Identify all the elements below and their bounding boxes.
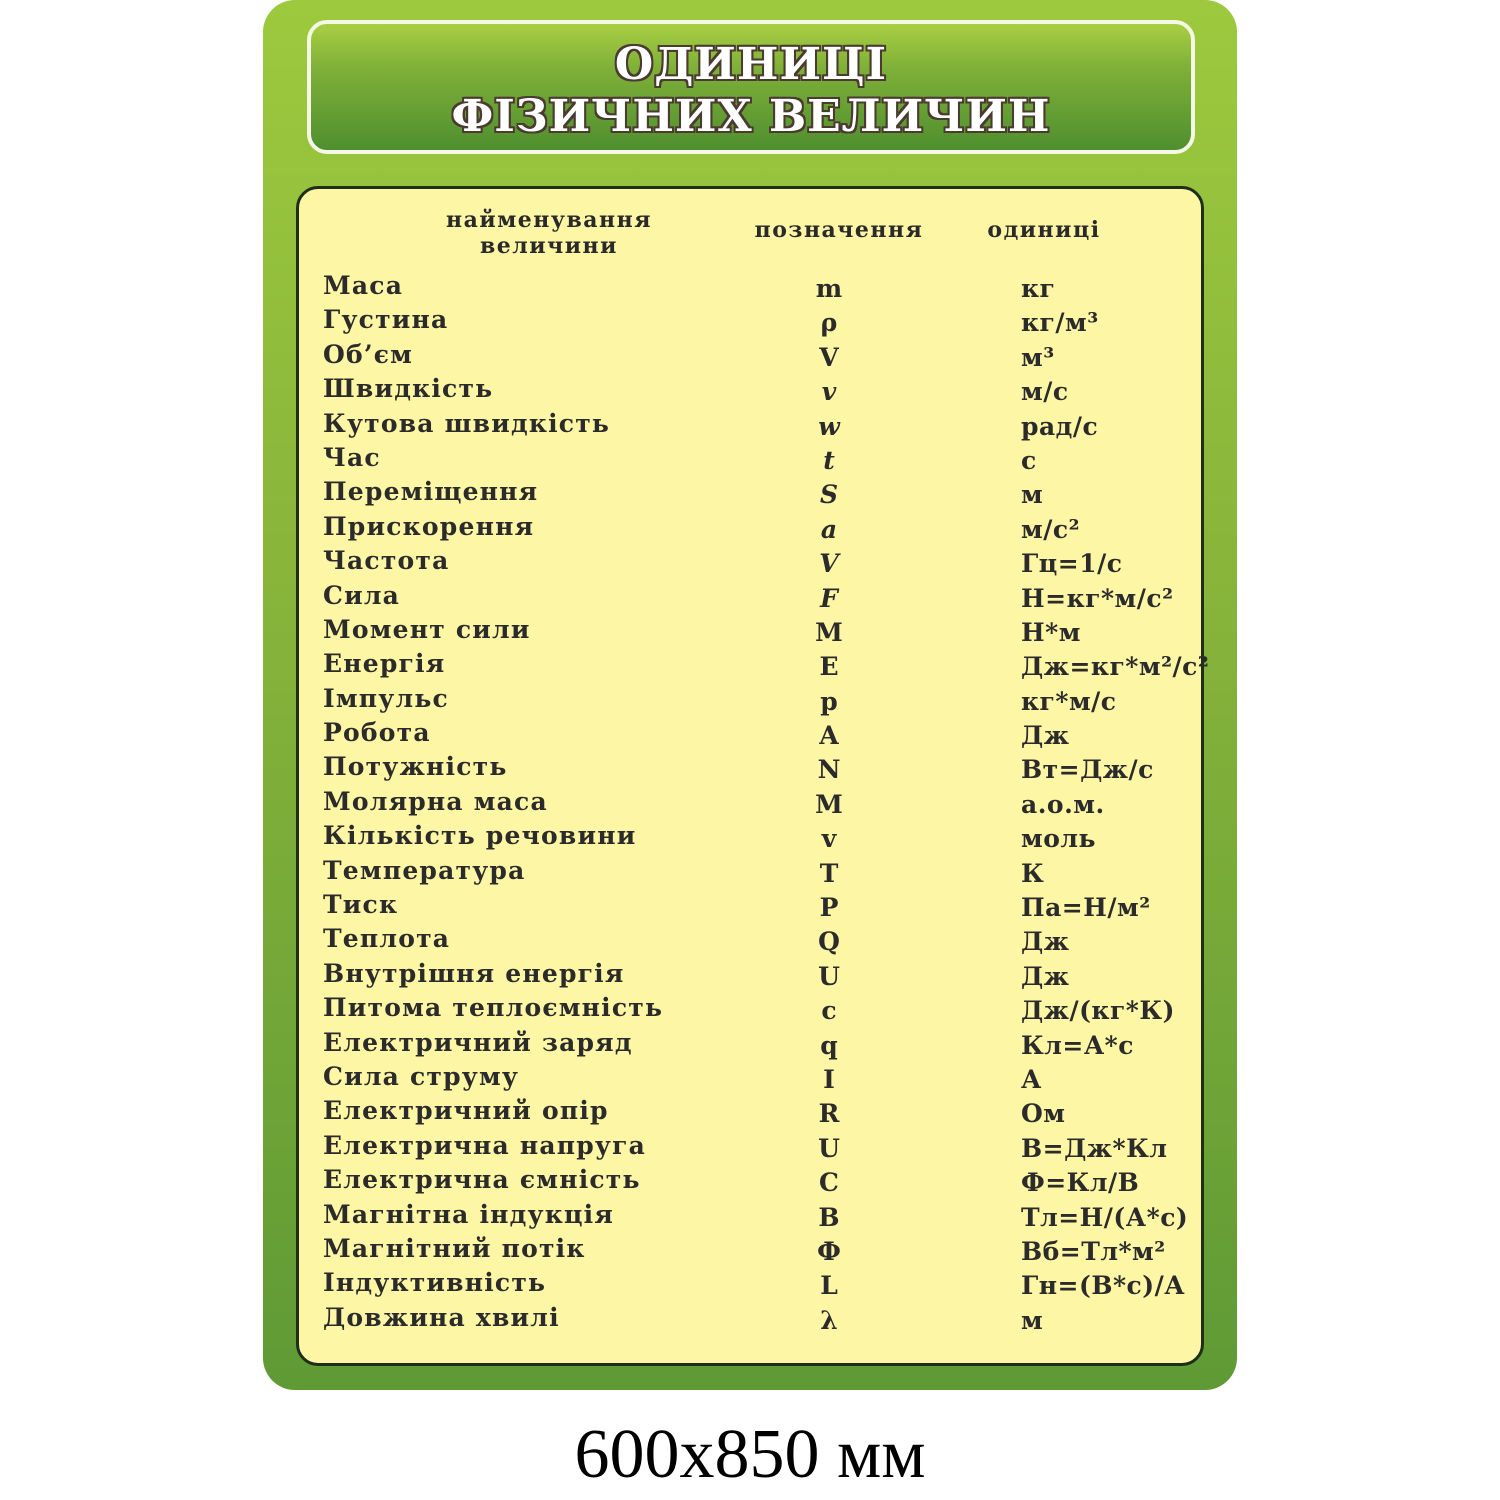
quantity-symbol: C	[819, 1168, 839, 1198]
quantity-name: Робота	[323, 718, 431, 748]
quantity-name: Тиск	[323, 890, 399, 920]
table-row	[299, 271, 1201, 305]
table-row	[299, 752, 1201, 786]
quantity-unit: Дж=кг*м²/с²	[1021, 652, 1210, 682]
table-row	[299, 1268, 1201, 1302]
poster-board	[263, 0, 1237, 1390]
quantity-symbol: w	[818, 411, 840, 441]
quantity-unit: м	[1021, 480, 1044, 510]
quantity-symbol: t	[823, 445, 835, 475]
quantity-symbol: λ	[820, 1305, 838, 1335]
table-row	[299, 443, 1201, 477]
table-row	[299, 615, 1201, 649]
table-row	[299, 374, 1201, 408]
quantity-unit: м/с	[1021, 377, 1069, 407]
quantity-unit: Па=Н/м²	[1021, 893, 1151, 923]
quantity-unit: а.о.м.	[1021, 789, 1105, 819]
quantity-symbol: c	[821, 996, 837, 1026]
quantity-unit: моль	[1021, 824, 1096, 854]
quantity-symbol: R	[818, 1099, 840, 1129]
quantity-symbol: N	[817, 755, 841, 785]
quantity-unit: В=Дж*Кл	[1021, 1133, 1168, 1163]
quantity-name: Магнітний потік	[323, 1233, 586, 1263]
table-row	[299, 821, 1201, 855]
table-row	[299, 477, 1201, 511]
quantity-unit: Дж/(кг*К)	[1021, 996, 1175, 1026]
units-table-panel	[296, 186, 1210, 1366]
table-row	[299, 546, 1201, 580]
quantity-symbol: E	[819, 652, 839, 682]
quantity-symbol: S	[819, 480, 839, 510]
quantity-name: Об’єм	[323, 339, 414, 369]
quantity-unit: Дж	[1021, 927, 1070, 957]
table-row	[299, 649, 1210, 683]
table-row	[299, 787, 1201, 821]
table-row	[299, 409, 1201, 443]
table-row	[299, 305, 1201, 339]
table-row	[299, 581, 1201, 615]
quantity-name: Внутрішня енергія	[323, 958, 625, 988]
title-line-1: ОДИНИЦІ	[614, 39, 888, 90]
quantity-symbol: A	[819, 721, 839, 751]
table-row	[299, 856, 1201, 890]
quantity-name: Переміщення	[323, 477, 539, 507]
quantity-unit: Дж	[1021, 961, 1070, 991]
quantity-unit: Вт=Дж/с	[1021, 755, 1154, 785]
quantity-name: Теплота	[323, 924, 451, 954]
quantity-symbol: a	[820, 514, 838, 544]
quantity-unit: Гц=1/с	[1021, 549, 1123, 579]
quantity-symbol: U	[818, 961, 840, 991]
quantity-symbol: p	[820, 686, 838, 716]
quantity-symbol: M	[815, 617, 843, 647]
quantity-name: Сила струму	[323, 1061, 520, 1091]
quantity-name: Електрична напруга	[323, 1130, 647, 1160]
quantity-unit: рад/с	[1021, 411, 1099, 441]
quantity-unit: кг/м³	[1021, 308, 1099, 338]
quantity-name: Молярна маса	[323, 786, 548, 816]
quantity-symbol: I	[823, 1064, 835, 1094]
quantity-unit: Н*м	[1021, 617, 1081, 647]
quantity-unit: Тл=Н/(А*с)	[1021, 1202, 1189, 1232]
quantity-name: Прискорення	[323, 511, 535, 541]
quantity-name: Потужність	[323, 752, 508, 782]
quantity-unit: Ом	[1021, 1099, 1066, 1129]
quantity-name: Частота	[323, 546, 450, 576]
quantity-name: Сила	[323, 580, 401, 610]
table-row	[299, 1062, 1201, 1096]
size-label: 600x850 мм	[574, 1416, 926, 1493]
quantity-symbol: Ф	[817, 1236, 841, 1266]
quantity-symbol: P	[819, 893, 839, 923]
quantity-name: Енергія	[323, 649, 446, 679]
title-line-2: ФІЗИЧНИХ ВЕЛИЧИН	[451, 91, 1051, 142]
quantity-name: Момент сили	[323, 614, 531, 644]
quantity-unit: Вб=Тл*м²	[1021, 1236, 1166, 1266]
quantity-name: Питома теплоємність	[323, 993, 664, 1023]
table-row	[299, 512, 1201, 546]
quantity-unit: Гн=(В*с)/А	[1021, 1271, 1186, 1301]
table-row	[299, 1165, 1201, 1199]
quantity-symbol: F	[820, 583, 838, 613]
quantity-symbol: T	[819, 858, 839, 888]
table-row	[299, 993, 1201, 1027]
quantity-name: Час	[323, 442, 381, 472]
table-row	[299, 718, 1201, 752]
quantity-name: Кількість речовини	[323, 821, 637, 851]
quantity-symbol: V	[819, 342, 839, 372]
quantity-unit: Ф=Кл/В	[1021, 1168, 1140, 1198]
quantity-symbol: L	[820, 1271, 838, 1301]
quantity-symbol: q	[820, 1030, 838, 1060]
quantity-symbol: M	[815, 789, 843, 819]
header-unit: одиниці	[987, 217, 1101, 243]
quantity-unit: м	[1021, 1305, 1044, 1335]
table-rows	[299, 271, 1210, 1337]
quantity-name: Електрична ємність	[323, 1165, 641, 1195]
quantity-name: Кутова швидкість	[323, 408, 611, 438]
quantity-name: Електричний заряд	[323, 1027, 633, 1057]
table-row	[299, 924, 1201, 958]
quantity-unit: с	[1021, 445, 1037, 475]
quantity-name: Імпульс	[323, 683, 449, 713]
header-name-line-1: найменування	[446, 207, 652, 233]
table-row	[299, 959, 1201, 993]
quantity-symbol: m	[815, 274, 843, 303]
quantity-unit: кг	[1021, 274, 1056, 303]
table-row	[299, 1234, 1201, 1268]
table-row	[299, 1200, 1201, 1234]
quantity-symbol: Q	[818, 927, 840, 957]
quantity-unit: К	[1021, 858, 1045, 888]
quantity-symbol: V	[819, 549, 839, 579]
quantity-name: Густина	[323, 305, 449, 335]
quantity-name: Індуктивність	[323, 1268, 547, 1298]
quantity-symbol: ρ	[820, 308, 838, 338]
title-banner	[307, 20, 1195, 154]
header-quantity-name	[429, 207, 669, 259]
quantity-symbol: B	[818, 1202, 840, 1232]
table-row	[299, 1303, 1201, 1337]
quantity-unit: А	[1021, 1064, 1042, 1094]
quantity-name: Довжина хвилі	[323, 1302, 560, 1332]
table-row	[299, 1028, 1201, 1062]
header-name-line-2: величини	[480, 233, 618, 259]
quantity-unit: Кл=А*с	[1021, 1030, 1134, 1060]
quantity-unit: м/с²	[1021, 514, 1081, 544]
table-row	[299, 1131, 1201, 1165]
quantity-name: Маса	[323, 271, 404, 300]
table-row	[299, 890, 1201, 924]
quantity-symbol: U	[818, 1133, 840, 1163]
quantity-symbol: v	[821, 824, 837, 854]
table-row	[299, 1096, 1201, 1130]
table-row	[299, 340, 1201, 374]
header-symbol: позначення	[754, 217, 924, 243]
quantity-name: Електричний опір	[323, 1096, 609, 1126]
quantity-name: Температура	[323, 855, 526, 885]
table-row	[299, 684, 1201, 718]
quantity-unit: м³	[1021, 342, 1055, 372]
quantity-name: Швидкість	[323, 374, 494, 404]
quantity-symbol: v	[821, 377, 837, 407]
quantity-unit: Дж	[1021, 721, 1070, 751]
quantity-unit: кг*м/с	[1021, 686, 1117, 716]
quantity-name: Магнітна індукція	[323, 1199, 615, 1229]
quantity-unit: Н=кг*м/с²	[1021, 583, 1174, 613]
